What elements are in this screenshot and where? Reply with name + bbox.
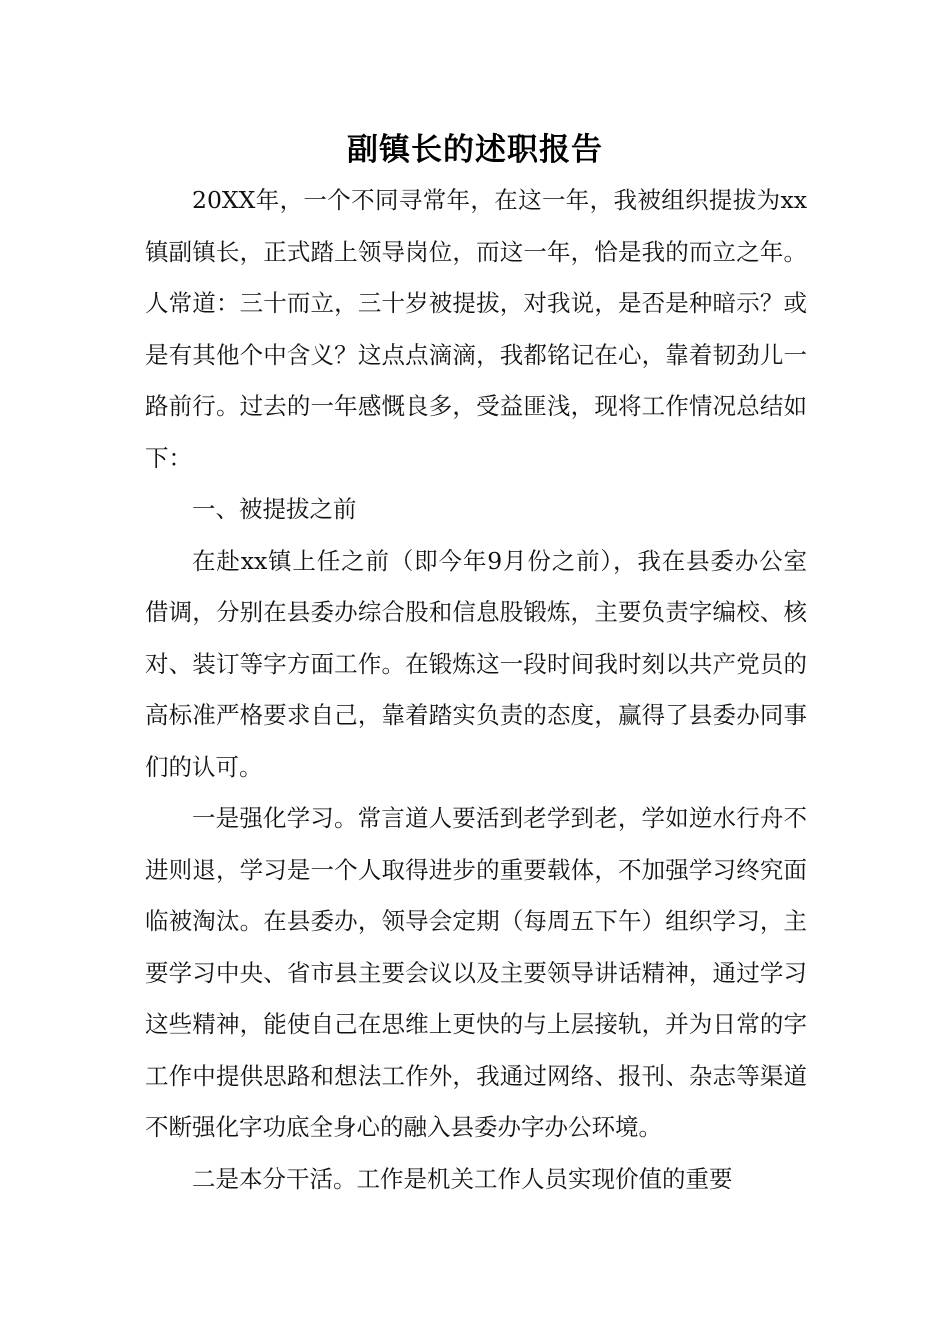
document-title: 副镇长的述职报告: [347, 132, 603, 168]
paragraph-study: 一是强化学习。常言道人要活到老学到老，学如逆水行舟不进则退，学习是一个人取得进步的重要载体，不加强学习终究面临被淘汰。在县委办，领导会定期（每周五下午）组织学习，主要学习中央、省市县主要会议以及主要领导讲话精神，通过学习这些精神，能使自己在思维上更快的与上层接轨，并为日常的字工作中提供思路和想法工作外，我通过网络、报刊、杂志等渠道不断强化字功底全身心的融入县委办字办公环境。: [145, 804, 807, 1141]
paragraph-intro: 20XX年，一个不同寻常年，在这一年，我被组织提拔为xx镇副镇长，正式踏上领导岗位，而这一年，恰是我的而立之年。人常道：三十而立，三十岁被提拔，对我说，是否是种暗示？或是有其他个中含义？这点点滴滴，我都铭记在心，靠着韧劲儿一路前行。过去的一年感慨良多，受益匪浅，现将工作情况总结如下：: [145, 186, 807, 472]
paragraph-before-promotion: 在赴xx镇上任之前（即今年9月份之前），我在县委办公室借调，分别在县委办综合股和信息股锻炼，主要负责字编校、核对、装订等字方面工作。在锻炼这一段时间我时刻以共产党员的高标准严格要求自己，靠着踏实负责的态度，赢得了县委办同事们的认可。: [145, 546, 807, 781]
document-body: [145, 175, 807, 1205]
section-heading: 一、被提拔之前: [192, 495, 357, 523]
paragraph-work: 二是本分干活。工作是机关工作人员实现价值的重要: [192, 1164, 733, 1193]
